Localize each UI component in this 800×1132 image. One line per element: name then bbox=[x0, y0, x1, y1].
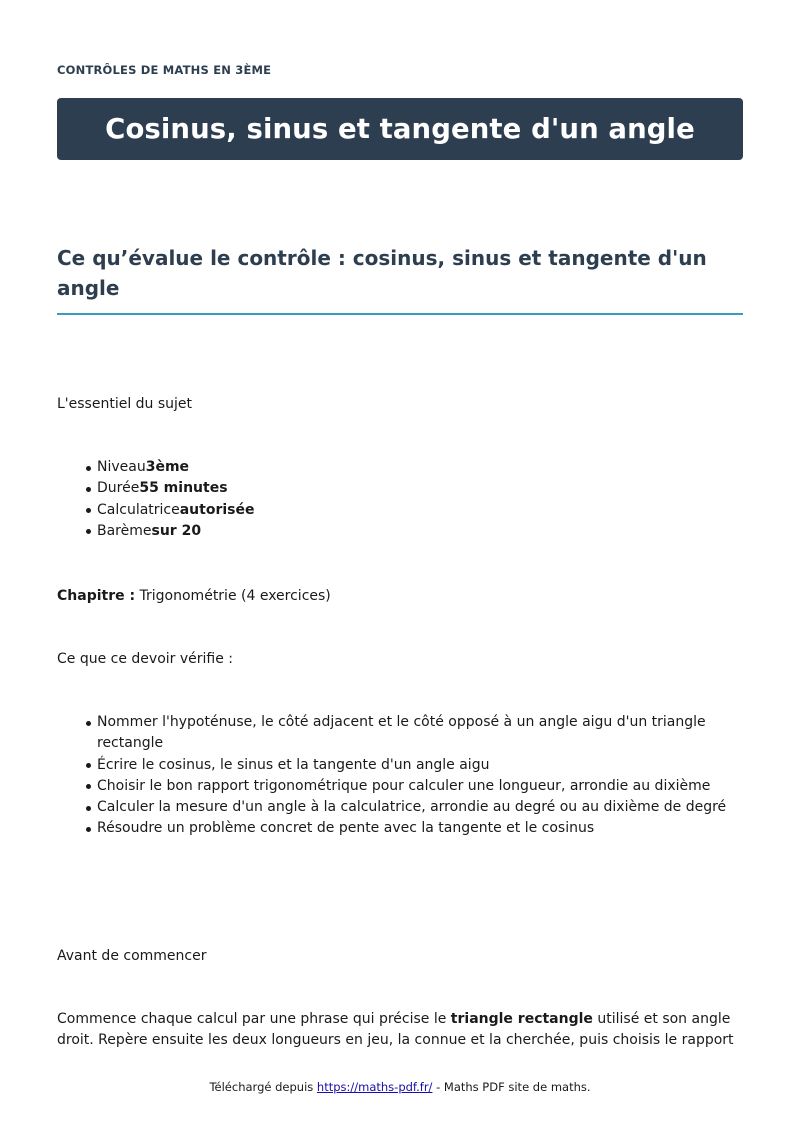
list-item: Choisir le bon rapport trigonométrique pour calculer une longueur, arrondie au dixième bbox=[57, 776, 743, 797]
title-banner bbox=[57, 98, 743, 160]
item-label: Niveau bbox=[97, 459, 146, 475]
item-value: 55 minutes bbox=[139, 480, 228, 497]
list-item: Écrire le cosinus, le sinus et la tangente d'un angle aigu bbox=[57, 755, 743, 776]
item-label: Durée bbox=[97, 480, 140, 497]
list-item bbox=[57, 478, 743, 499]
list-item bbox=[57, 457, 743, 478]
list-item bbox=[57, 500, 743, 521]
list-item: Résoudre un problème concret de pente avec la tangente et le cosinus bbox=[57, 818, 743, 839]
list-item: Calculer la mesure d'un angle à la calculatrice, arrondie au degré ou au dixième de degré bbox=[57, 797, 743, 818]
chapitre-value: Trigonométrie (4 exercices) bbox=[139, 588, 331, 604]
verifie-list bbox=[57, 712, 743, 840]
document-kicker: CONTRÔLES DE MATHS EN 3ÈME bbox=[57, 63, 272, 77]
page-footer bbox=[0, 1080, 800, 1094]
avant-text-before: Commence chaque calcul par une phrase qui précise le bbox=[57, 1011, 451, 1027]
list-item: Nommer l'hypoténuse, le côté adjacent et le côté opposé à un angle aigu d'un triangle rectangle bbox=[57, 712, 743, 755]
section-heading: Ce qu’évalue le contrôle : cosinus, sinus et tangente d'un angle bbox=[57, 243, 743, 315]
avant-text-after: utilisé et son angle droit. Repère ensuite les deux longueurs en jeu, la connue et la cherchée, puis choisis le rapport bbox=[57, 1011, 734, 1048]
page-title: Cosinus, sinus et tangente d'un angle bbox=[105, 113, 695, 145]
verifie-label: Ce que ce devoir vérifie : bbox=[57, 651, 234, 667]
avant-label: Avant de commencer bbox=[57, 948, 207, 964]
chapitre-line bbox=[57, 586, 331, 607]
footer-suffix: - Maths PDF site de maths. bbox=[432, 1080, 591, 1094]
avant-paragraph bbox=[57, 1009, 743, 1051]
item-value: autorisée bbox=[179, 501, 255, 518]
chapitre-label: Chapitre : bbox=[57, 588, 136, 604]
list-item bbox=[57, 521, 743, 542]
item-value: 3ème bbox=[145, 459, 190, 475]
item-label: Barème bbox=[97, 522, 152, 539]
item-label: Calculatrice bbox=[97, 501, 180, 518]
essentiel-label: L'essentiel du sujet bbox=[57, 396, 193, 412]
avant-text-bold: triangle rectangle bbox=[450, 1011, 593, 1027]
footer-link[interactable]: https://maths-pdf.fr/ bbox=[316, 1080, 433, 1094]
item-value: sur 20 bbox=[151, 522, 202, 539]
footer-prefix: Téléchargé depuis bbox=[209, 1080, 317, 1094]
essentiel-list bbox=[57, 457, 743, 542]
